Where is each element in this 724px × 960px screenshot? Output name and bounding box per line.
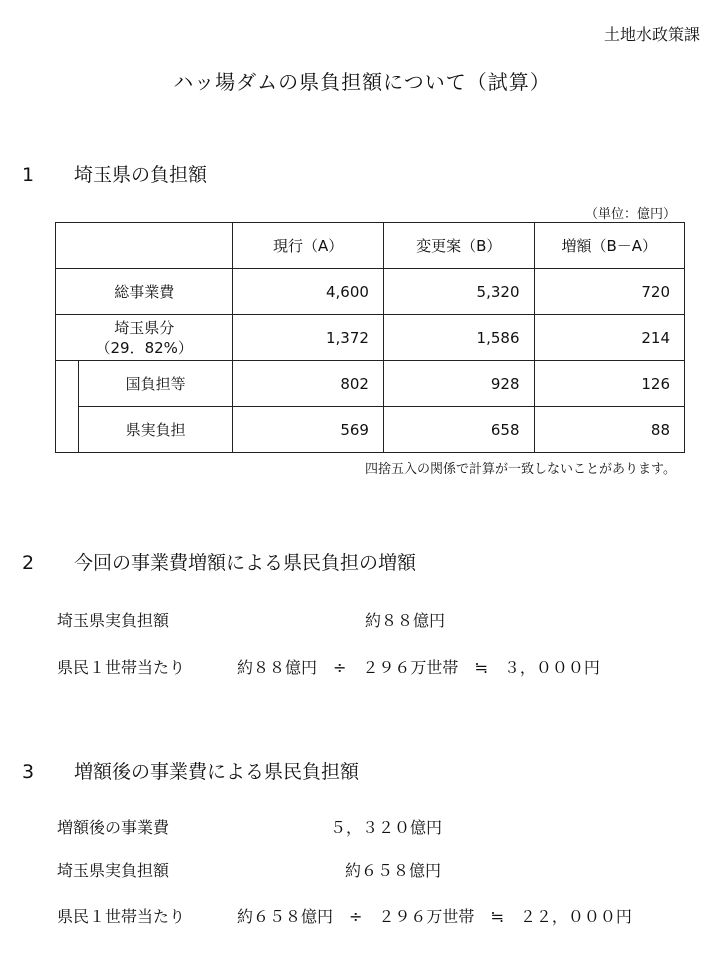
table-cell: 720 [534, 269, 685, 315]
s2-line1-label: 埼玉県実負担額 [57, 611, 170, 630]
row-label [56, 315, 233, 361]
table-cell: 1,372 [233, 315, 384, 361]
s3-line1-label: 増額後の事業費 [57, 818, 170, 837]
section-3-title: 増額後の事業費による県民負担額 [74, 761, 360, 783]
section-3-heading [0, 757, 359, 784]
indent-gutter [56, 361, 79, 407]
column-header: 現行（A） [233, 223, 384, 269]
section-1-number: 1 [22, 164, 35, 186]
column-header: 変更案（B） [383, 223, 534, 269]
department-name: 土地水政策課 [603, 25, 700, 44]
table-row [56, 361, 685, 407]
table-cell: 658 [383, 407, 534, 453]
rounding-note: 四捨五入の関係で計算が一致しないことがあります。 [365, 462, 676, 477]
row-label-main: 埼玉県分 [114, 318, 175, 337]
table-row [56, 315, 685, 361]
table-header-row [56, 223, 685, 269]
table-cell: 4,600 [233, 269, 384, 315]
table-cell: 928 [383, 361, 534, 407]
burden-table [55, 222, 685, 453]
s3-line2-label: 埼玉県実負担額 [57, 861, 170, 880]
table-corner-cell [56, 223, 233, 269]
s3-line3-formula: 約６５８億円 ÷ ２９６万世帯 ≒ ２２，０００円 [237, 907, 632, 926]
table-cell: 126 [534, 361, 685, 407]
row-label: 県実負担 [78, 407, 233, 453]
unit-label: （単位：億円） [584, 207, 676, 222]
s3-line2-value: 約６５８億円 [345, 861, 442, 880]
s2-line2-formula: 約８８億円 ÷ ２９６万世帯 ≒ ３，０００円 [237, 658, 600, 677]
row-label: 総事業費 [56, 269, 233, 315]
table-cell: 802 [233, 361, 384, 407]
section-2-title: 今回の事業費増額による県民負担の増額 [74, 552, 417, 574]
table-cell: 214 [534, 315, 685, 361]
section-3-number: 3 [22, 761, 35, 783]
s3-line3-label: 県民１世帯当たり [57, 907, 186, 926]
section-2-number: 2 [22, 552, 35, 574]
table-row [56, 407, 685, 453]
s3-line1-value: ５，３２０億円 [330, 818, 443, 837]
table-cell: 88 [534, 407, 685, 453]
table-cell: 5,320 [383, 269, 534, 315]
s2-line2-label: 県民１世帯当たり [57, 658, 186, 677]
column-header: 増額（B－A） [534, 223, 685, 269]
table-cell: 1,586 [383, 315, 534, 361]
indent-gutter [56, 407, 79, 453]
section-2-heading [0, 548, 416, 575]
row-label-sub: （29．82%） [95, 338, 193, 357]
row-label: 国負担等 [78, 361, 233, 407]
section-1-heading [0, 160, 207, 187]
table-cell: 569 [233, 407, 384, 453]
section-1-title: 埼玉県の負担額 [74, 164, 208, 186]
document-title: ハッ場ダムの県負担額について（試算） [173, 70, 551, 94]
table-row [56, 269, 685, 315]
s2-line1-value: 約８８億円 [365, 611, 446, 630]
